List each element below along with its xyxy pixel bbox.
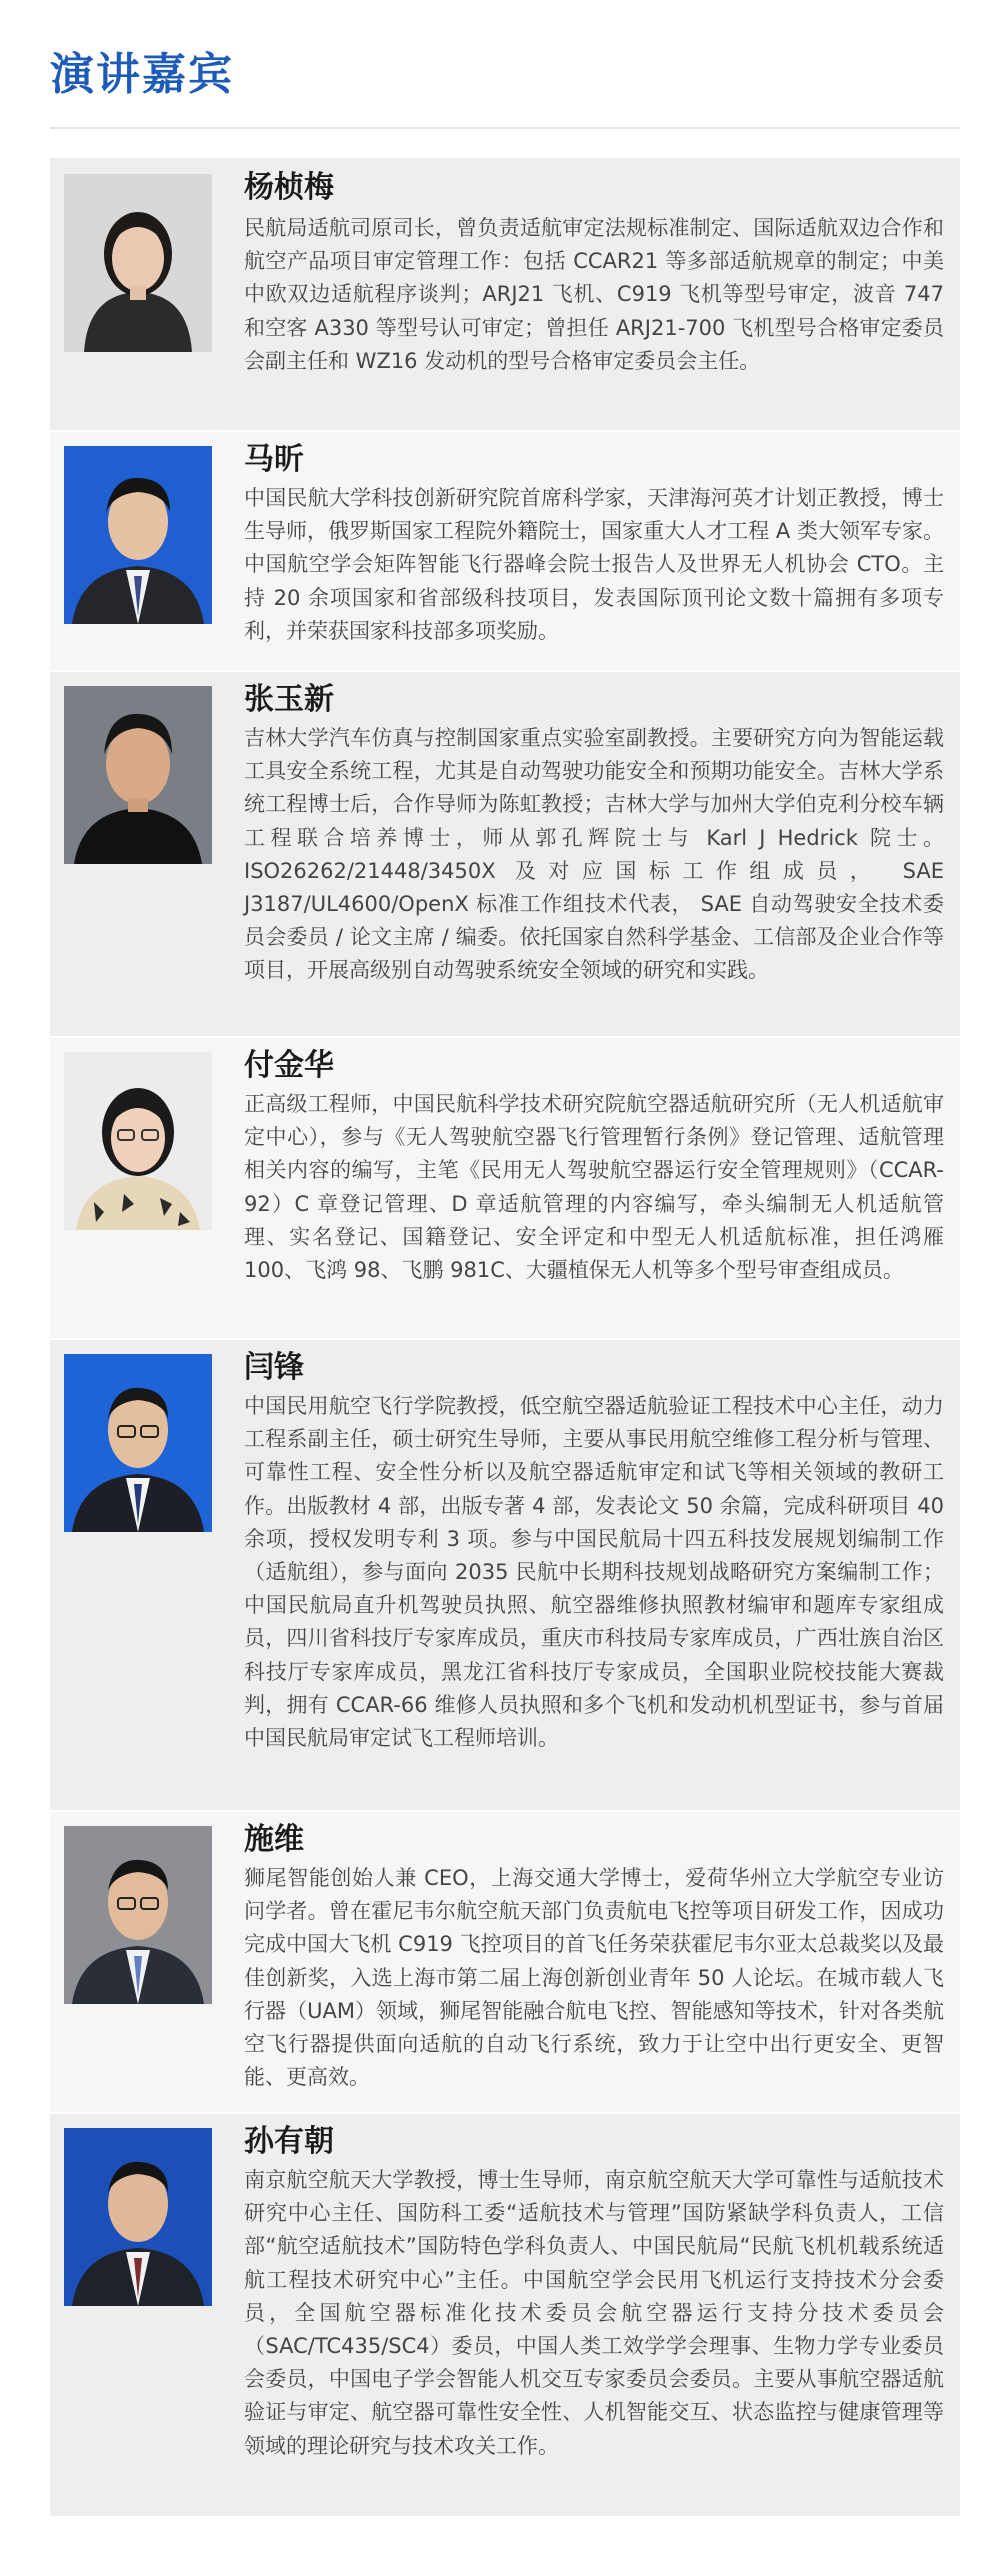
portrait-image (64, 1826, 212, 2004)
title-divider (50, 127, 960, 129)
speaker-bio: 中国民航大学科技创新研究院首席科学家，天津海河英才计划正教授，博士生导师，俄罗斯国家工程院外籍院士，国家重大人才工程 A 类大领军专家。中国航空学会矩阵智能飞行器峰会院士报告人及世界无人机协会 CTO。主持 20 余项国家和省部级科技项目，发表国际顶刊论文数十篇拥有多项专利，并荣获国家科技部多项奖励。 (244, 486, 944, 643)
portrait-image (64, 1052, 212, 1230)
speaker-bio: 吉林大学汽车仿真与控制国家重点实验室副教授。主要研究方向为智能运载工具安全系统工程，尤其是自动驾驶功能安全和预期功能安全。吉林大学系统工程博士后，合作导师为陈虹教授；吉林大学与加州大学伯克利分校车辆工程联合培养博士，师从郭孔辉院士与 Karl J Hedrick 院士。ISO26262/21448/3450X 及对应国标工作组成员， SAE J3187/UL4600/OpenX 标准工作组技术代表， SAE 自动驾驶安全技术委员会委员 / 论文主席 / 编委。依托国家自然科学基金、工信部及企业合作等项目，开展高级别自动驾驶系统安全领域的研究和实践。 (244, 726, 944, 983)
portrait-image (64, 446, 212, 624)
speaker-name: 施维 (244, 1822, 304, 1857)
speaker-bio: 南京航空航天大学教授，博士生导师，南京航空航天大学可靠性与适航技术研究中心主任、国防科工委“适航技术与管理”国防紧缺学科负责人，工信部“航空适航技术”国防特色学科负责人、中国民航局“民航飞机机载系统适航工程技术研究中心”主任。中国航空学会民用飞机运行支持技术分会委员，全国航空器标准化技术委员会航空器运行支持分技术委员会（SAC/TC435/SC4）委员，中国人类工效学学会理事、生物力学专业委员会委员，中国电子学会智能人机交互专家委员会委员。主要从事航空器适航验证与审定、航空器可靠性安全性、人机智能交互、状态监控与健康管理等领域的理论研究与技术攻关工作。 (244, 2168, 944, 2458)
speaker-bio: 正高级工程师，中国民航科学技术研究院航空器适航研究所（无人机适航审定中心），参与《无人驾驶航空器飞行管理暂行条例》登记管理、适航管理相关内容的编写，主笔《民用无人驾驶航空器运行安全管理规则》（CCAR-92）C 章登记管理、D 章适航管理的内容编写，牵头编制无人机适航管理、实名登记、国籍登记、安全评定和中型无人机适航标准，担任鸿雁 100、飞鸿 98、飞鹏 981C、大疆植保无人机等多个型号审查组成员。 (244, 1092, 944, 1283)
portrait-image (64, 686, 212, 864)
speaker-bio: 民航局适航司原司长，曾负责适航审定法规标准制定、国际适航双边合作和航空产品项目审定管理工作：包括 CCAR21 等多部适航规章的制定；中美中欧双边适航程序谈判；ARJ21 飞机、C919 飞机等型号审定，波音 747 和空客 A330 等型号认可审定；曾担任 ARJ21-700 飞机型号合格审定委员会副主任和 WZ16 发动机的型号合格审定委员会主任。 (244, 216, 944, 373)
speaker-card (50, 432, 960, 670)
speaker-card (50, 672, 960, 1036)
speaker-name: 杨桢梅 (244, 170, 334, 205)
speaker-photo (64, 1052, 212, 1230)
speaker-card (50, 158, 960, 430)
speaker-name: 付金华 (244, 1048, 334, 1083)
speaker-name: 马昕 (244, 442, 304, 477)
portrait-image (64, 174, 212, 352)
speaker-photo (64, 174, 212, 352)
speaker-photo (64, 2128, 212, 2306)
speaker-card (50, 2114, 960, 2516)
portrait-image (64, 2128, 212, 2306)
speaker-card (50, 1812, 960, 2112)
page-title: 演讲嘉宾 (50, 49, 234, 100)
speaker-photo (64, 446, 212, 624)
speaker-photo (64, 686, 212, 864)
portrait-image (64, 1354, 212, 1532)
speaker-name: 闫锋 (244, 1350, 304, 1385)
speaker-name: 张玉新 (244, 682, 334, 717)
speaker-bio: 中国民用航空飞行学院教授，低空航空器适航验证工程技术中心主任，动力工程系副主任，硕士研究生导师，主要从事民用航空维修工程分析与管理、可靠性工程、安全性分析以及航空器适航审定和试飞等相关领域的教研工作。出版教材 4 部，出版专著 4 部，发表论文 50 余篇，完成科研项目 40 余项，授权发明专利 3 项。参与中国民航局十四五科技发展规划编制工作（适航组），参与面向 2035 民航中长期科技规划战略研究方案编制工作；中国民航局直升机驾驶员执照、航空器维修执照教材编审和题库专家组成员，四川省科技厅专家库成员，重庆市科技局专家库成员，广西壮族自治区科技厅专家库成员，黑龙江省科技厅专家成员，全国职业院校技能大赛裁判，拥有 CCAR-66 维修人员执照和多个飞机和发动机机型证书，参与首届中国民航局审定试飞工程师培训。 (244, 1394, 944, 1751)
speaker-bio: 狮尾智能创始人兼 CEO，上海交通大学博士，爱荷华州立大学航空专业访问学者。曾在霍尼韦尔航空航天部门负责航电飞控等项目研发工作，因成功完成中国大飞机 C919 飞控项目的首飞任务荣获霍尼韦尔亚太总裁奖以及最佳创新奖，入选上海市第二届上海创新创业青年 50 人论坛。在城市载人飞行器（UAM）领域，狮尾智能融合航电飞控、智能感知等技术，针对各类航空飞行器提供面向适航的自动飞行系统，致力于让空中出行更安全、更智能、更高效。 (244, 1866, 944, 2090)
speaker-card (50, 1340, 960, 1810)
speaker-name: 孙有朝 (244, 2124, 334, 2159)
speaker-card (50, 1038, 960, 1338)
speaker-photo (64, 1826, 212, 2004)
speaker-photo (64, 1354, 212, 1532)
